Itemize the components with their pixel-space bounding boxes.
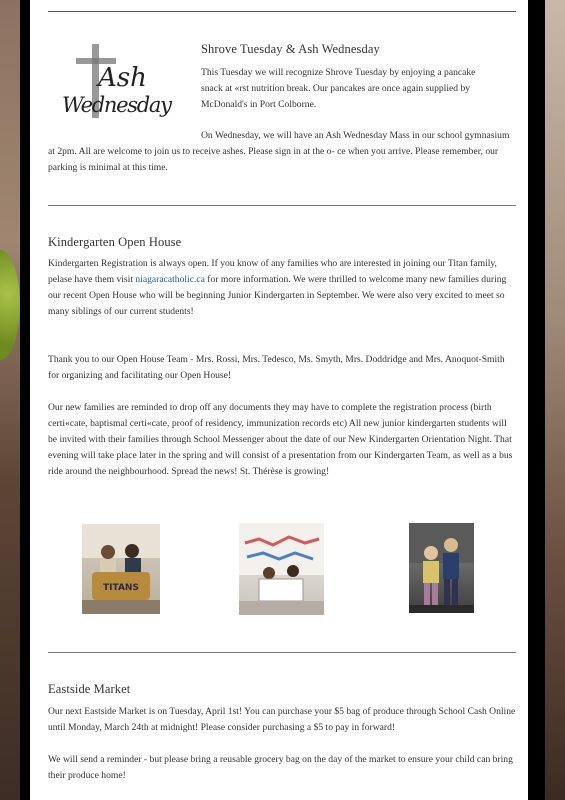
section-title-market: Eastside Market — [48, 682, 131, 696]
background-right — [545, 0, 565, 800]
open-house-photo-2 — [239, 523, 324, 615]
market-paragraph-2: We will send a reminder - but please bring a reusable grocery bag on the day of the market to ensure your child can bring their produce home! — [48, 754, 513, 781]
logo-text-wednesday: Wednesday — [62, 93, 172, 117]
divider — [48, 11, 516, 12]
background-left — [0, 0, 20, 800]
kindergarten-text-after-link: for more information. We were thrilled to welcome many new families during our recent Open House who will be beginning Junior Kindergarten in September. We were also very excited to meet so many siblings of our current students! — [48, 274, 507, 317]
kindergarten-paragraph-1 — [48, 256, 514, 320]
open-house-photo-1 — [82, 524, 160, 614]
ash-wednesday-logo — [58, 42, 176, 124]
section-title-kindergarten: Kindergarten Open House — [48, 235, 182, 249]
section-title-shrove: Shrove Tuesday & Ash Wednesday — [201, 42, 380, 56]
shrove-paragraph-2: On Wednesday, we will have an Ash Wednesday Mass in our school gymnasium at 2pm. All are welcome to join us to receive ashes. Please sign in at the o- ce when you arrive. Please remember, our parking is minimal at this time. — [48, 130, 510, 173]
divider — [48, 652, 516, 653]
divider — [48, 205, 516, 206]
market-paragraph-1: Our next Eastside Market is on Tuesday, April 1st! You can purchase your $5 bag of produce through School Cash Online until Monday, March 24th at midnight! Please consider purchasing a $5 to pay in forward! — [48, 706, 516, 733]
open-house-photo-3 — [409, 523, 474, 613]
shrove-paragraph-1: This Tuesday we will recognize Shrove Tuesday by enjoying a pancake snack at «rst nutrition break. Our pancakes are once again supplied by McDonald's in Port Colborne. — [201, 67, 476, 110]
logo-text-ash: Ash — [98, 63, 147, 93]
titans-sign-text: TITANS — [103, 583, 139, 593]
niagaracatholic-link[interactable]: niagaracatholic.ca — [135, 274, 205, 285]
kindergarten-paragraph-3: Our new families are reminded to drop off any documents they may have to complete the registration process (birth certi«cate, baptismal certi«cate, proof of residency, immunization records etc) All new junior kindergarten students will be invited with their families through School Messenger about the date of our New Kindergarten Orientation Night. That evening will take place later in the spring and will consist of a presentation from our Kindergarten Team, as well as a bus ride around the neighbourhood. Spread the news! St. Thérèse is growing! — [48, 402, 513, 477]
kindergarten-text-before-link: Kindergarten Registration is always open. If you know of any families who are interested in joining our Titan family, pelase have them visit — [48, 258, 497, 285]
kindergarten-paragraph-2: Thank you to our Open House Team - Mrs. Rossi, Mrs. Tedesco, Ms. Smyth, Mrs. Doddridge and Mrs. Anoquot-Smith for organizing and facilitating our Open House! — [48, 354, 505, 381]
